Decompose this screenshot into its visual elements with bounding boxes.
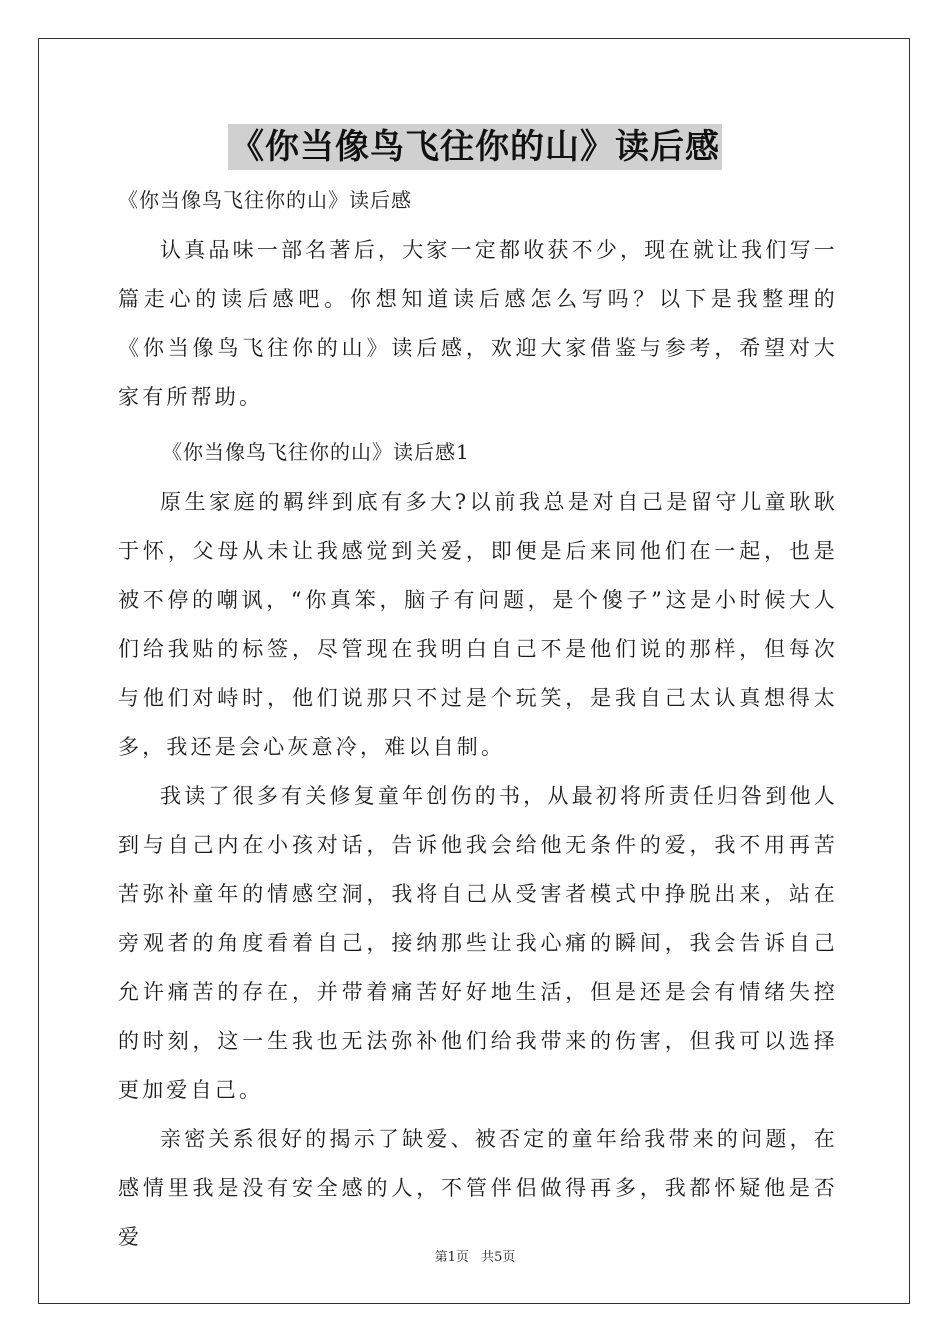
body-paragraph-1: 原生家庭的羁绊到底有多大?以前我总是对自己是留守儿童耿耿于怀，父母从未让我感觉到关爱，即便是后来同他们在一起，也是被不停的嘲讽，“你真笨，脑子有问题，是个傻子”这是小时候大人们给我贴的标签，尽管现在我明白自己不是他们说的那样，但每次与他们对峙时，他们说那只不过是个玩笑，是我自己太认真想得太多，我还是会心灰意冷，难以自制。 (118, 490, 838, 759)
document-title: 《你当像鸟飞往你的山》读后感 (228, 124, 722, 170)
title-container (0, 124, 950, 170)
intro-paragraph: 认真品味一部名著后，大家一定都收获不少，现在就让我们写一篇走心的读后感吧。你想知道读后感怎么写吗？以下是我整理的《你当像鸟飞往你的山》读后感，欢迎大家借鉴与参考，希望对大家有所帮助。 (118, 238, 838, 409)
body-paragraph-2: 我读了很多有关修复童年创伤的书，从最初将所责任归咎到他人到与自己内在小孩对话，告诉他我会给他无条件的爱，我不用再苦苦弥补童年的情感空洞，我将自己从受害者模式中挣脱出来，站在旁观者的角度看着自己，接纳那些让我心痛的瞬间，我会告诉自己允许痛苦的存在，并带着痛苦好好地生活，但是还是会有情绪失控的时刻，这一生我也无法弥补他们给我带来的伤害，但我可以选择更加爱自己。 (118, 784, 838, 1102)
section-heading: 《你当像鸟飞往你的山》读后感1 (162, 440, 470, 464)
page-total: 共5页 (481, 1250, 516, 1265)
body-paragraph-3: 亲密关系很好的揭示了缺爱、被否定的童年给我带来的问题，在感情里我是没有安全感的人，不管伴侣做得再多，我都怀疑他是否爱 (118, 1127, 838, 1249)
page-footer (0, 1246, 950, 1265)
document-body (118, 180, 838, 1262)
document-subtitle: 《你当像鸟飞往你的山》读后感 (118, 188, 412, 212)
page-number: 第1页 (434, 1250, 469, 1265)
